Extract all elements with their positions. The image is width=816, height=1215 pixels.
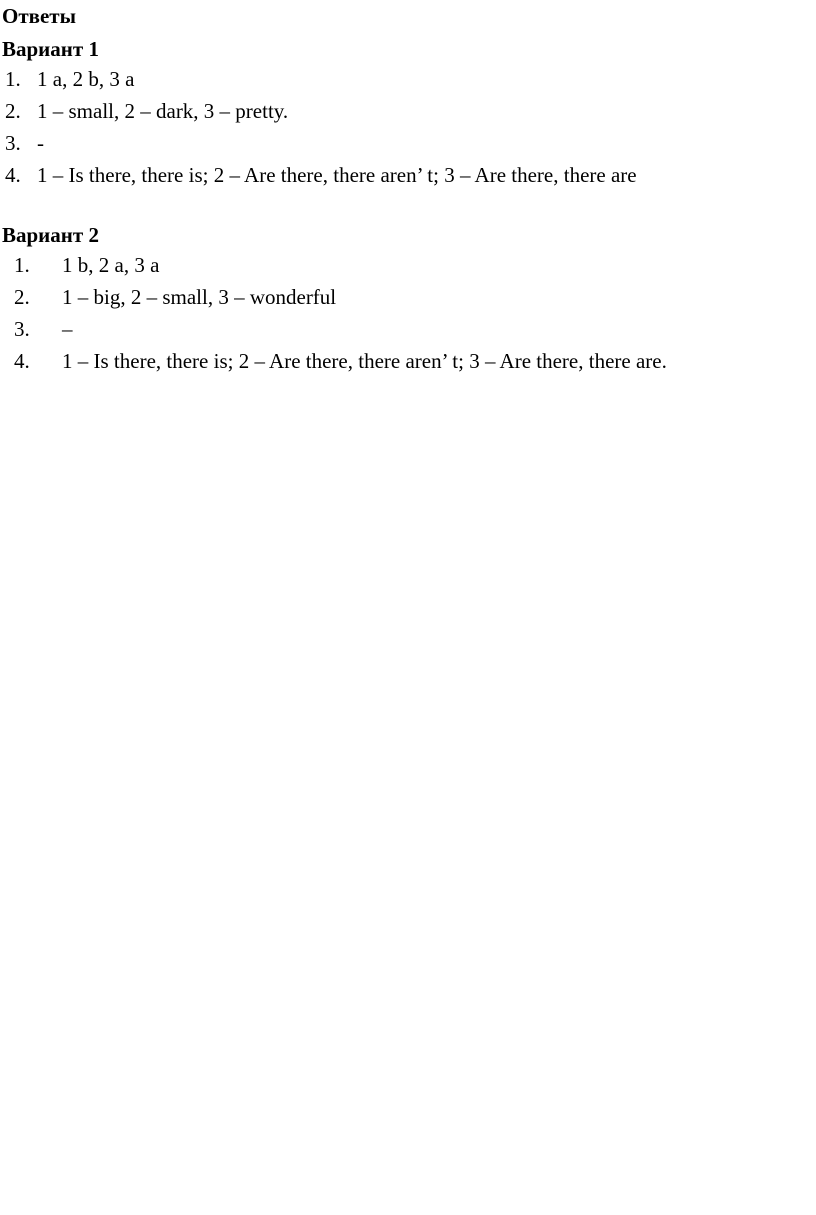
item-answer: 1 b, 2 a, 3 a	[62, 253, 160, 277]
item-answer: –	[62, 317, 73, 341]
item-answer: 1 – big, 2 – small, 3 – wonderful	[62, 285, 337, 309]
item-number: 4.	[5, 163, 21, 187]
list-item	[2, 63, 802, 95]
variant-2-heading: Вариант 2	[2, 223, 99, 247]
item-number: 1.	[14, 253, 30, 277]
answers-document	[2, 2, 802, 377]
list-item	[2, 127, 802, 159]
list-item	[2, 345, 802, 377]
item-number: 3.	[5, 131, 21, 155]
item-number: 2.	[5, 99, 21, 123]
list-item	[2, 281, 802, 313]
page-title: Ответы	[2, 4, 77, 28]
list-item	[2, 249, 802, 281]
item-answer: 1 – small, 2 – dark, 3 – pretty.	[37, 99, 289, 123]
list-item	[2, 95, 802, 127]
variant-1-heading: Вариант 1	[2, 37, 99, 61]
item-number: 4.	[14, 349, 30, 373]
item-answer: 1 – Is there, there is; 2 – Are there, there aren’ t; 3 – Are there, there are	[37, 163, 637, 187]
item-number: 1.	[5, 67, 21, 91]
variant-2-list	[2, 249, 802, 377]
variant-1-list	[2, 63, 802, 191]
item-number: 3.	[14, 317, 30, 341]
list-item	[2, 159, 802, 191]
list-item	[2, 313, 802, 345]
item-answer: 1 a, 2 b, 3 a	[37, 67, 135, 91]
item-answer: -	[37, 131, 44, 155]
item-number: 2.	[14, 285, 30, 309]
item-answer: 1 – Is there, there is; 2 – Are there, there aren’ t; 3 – Are there, there are.	[62, 349, 667, 373]
